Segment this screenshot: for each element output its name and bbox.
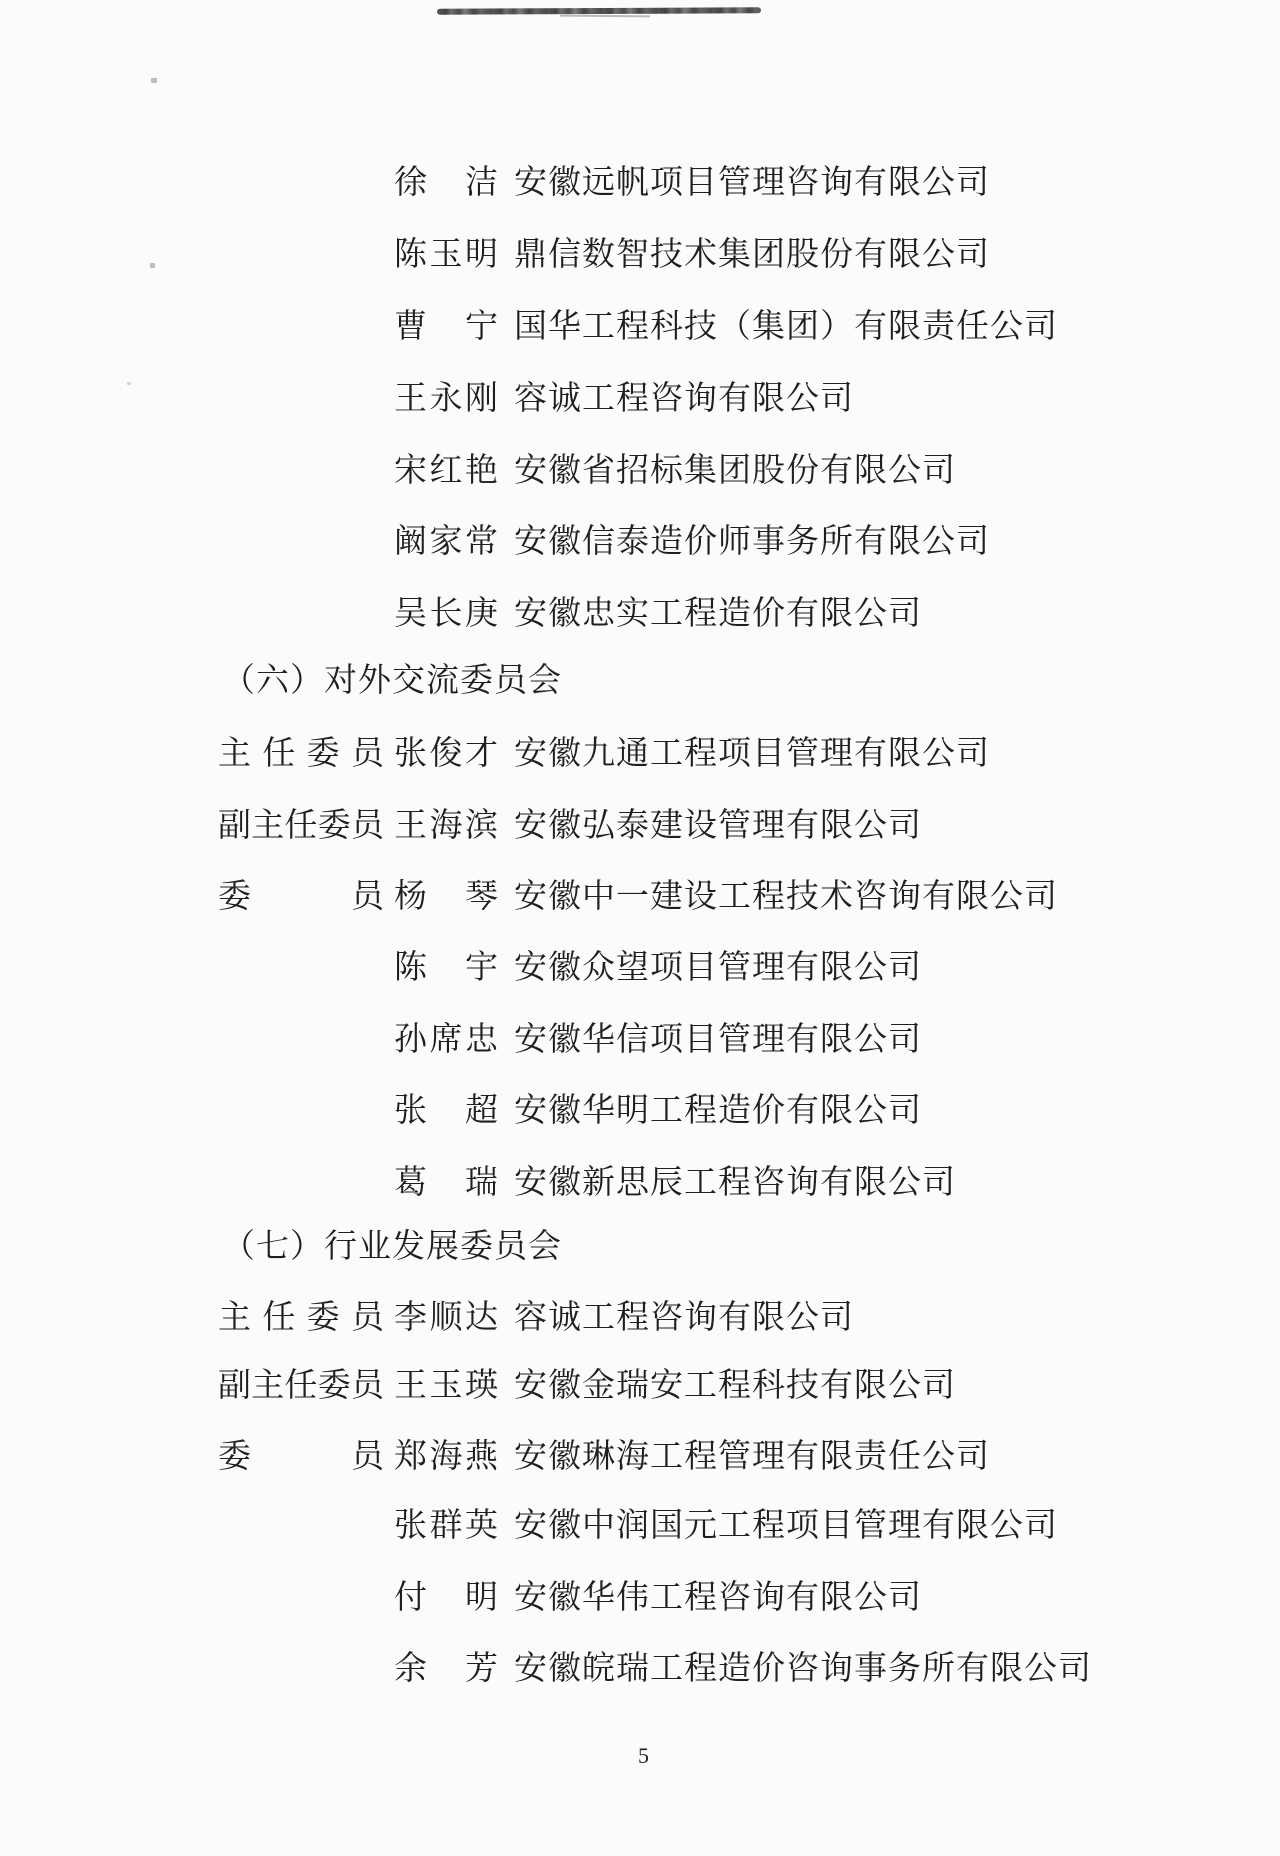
member-row [0,948,1280,988]
member-company: 安徽九通工程项目管理有限公司 [514,736,990,772]
member-name: 张超 [394,1093,498,1129]
member-row [0,163,1280,203]
member-company: 安徽华信项目管理有限公司 [514,1022,922,1058]
member-company: 安徽皖瑞工程造价咨询事务所有限公司 [514,1651,1092,1687]
member-name: 陈宇 [394,950,498,986]
member-name: 王海滨 [394,808,498,844]
member-company: 安徽弘泰建设管理有限公司 [514,808,922,844]
member-role: 主任委员 [218,736,384,772]
member-role: 主任委员 [218,1300,384,1336]
member-name: 付明 [394,1580,498,1616]
member-row [0,594,1280,634]
member-company: 安徽信泰造价师事务所有限公司 [514,524,990,560]
member-name: 葛瑞 [394,1165,498,1201]
member-name: 杨琴 [394,879,498,915]
member-name: 曹宁 [394,309,498,345]
member-company: 安徽华伟工程咨询有限公司 [514,1580,922,1616]
member-company: 容诚工程咨询有限公司 [514,1300,854,1336]
member-name: 王永刚 [394,381,498,417]
scan-smudge-artifact [437,7,761,14]
member-name: 宋红艳 [394,453,498,489]
member-name: 王玉瑛 [394,1368,498,1404]
section-heading: （七）行业发展委员会 [222,1229,562,1265]
member-company: 安徽众望项目管理有限公司 [514,950,922,986]
member-row [0,1163,1280,1203]
member-row [0,1506,1280,1546]
member-row [0,877,1280,917]
member-company: 安徽新思辰工程咨询有限公司 [514,1165,956,1201]
member-company: 容诚工程咨询有限公司 [514,381,854,417]
member-row [0,1020,1280,1060]
member-company: 鼎信数智技术集团股份有限公司 [514,237,990,273]
member-row [0,734,1280,774]
page-number: 5 [638,1743,649,1768]
member-row [0,1091,1280,1131]
member-row [0,1578,1280,1618]
member-row [0,1437,1280,1477]
member-name: 李顺达 [394,1300,498,1336]
member-company: 安徽金瑞安工程科技有限公司 [514,1368,956,1404]
member-role: 副主任委员 [218,808,384,844]
scan-smudge-fragment [560,15,650,18]
member-name: 郑海燕 [394,1439,498,1475]
member-row [0,1298,1280,1338]
member-company: 安徽华明工程造价有限公司 [514,1093,922,1129]
member-row [0,379,1280,419]
member-name: 余芳 [394,1651,498,1687]
member-row [0,1366,1280,1406]
member-row [0,451,1280,491]
member-name: 张俊才 [394,736,498,772]
member-company: 安徽远帆项目管理咨询有限公司 [514,165,990,201]
member-name: 孙席忠 [394,1022,498,1058]
member-company: 安徽琳海工程管理有限责任公司 [514,1439,990,1475]
member-company: 安徽省招标集团股份有限公司 [514,453,956,489]
member-row [0,522,1280,562]
member-name: 陈玉明 [394,237,498,273]
member-company: 安徽忠实工程造价有限公司 [514,596,922,632]
member-name: 吴长庚 [394,596,498,632]
member-row [0,806,1280,846]
member-name: 徐洁 [394,165,498,201]
member-name: 阚家常 [394,524,498,560]
member-row [0,307,1280,347]
scan-speck [151,78,157,83]
section-heading: （六）对外交流委员会 [222,663,562,699]
member-row [0,1649,1280,1689]
member-company: 安徽中润国元工程项目管理有限公司 [514,1508,1058,1544]
member-name: 张群英 [394,1508,498,1544]
member-company: 国华工程科技（集团）有限责任公司 [514,309,1058,345]
member-role: 副主任委员 [218,1368,384,1404]
member-role: 委员 [218,879,384,915]
member-row [0,235,1280,275]
member-company: 安徽中一建设工程技术咨询有限公司 [514,879,1058,915]
member-role: 委员 [218,1439,384,1475]
